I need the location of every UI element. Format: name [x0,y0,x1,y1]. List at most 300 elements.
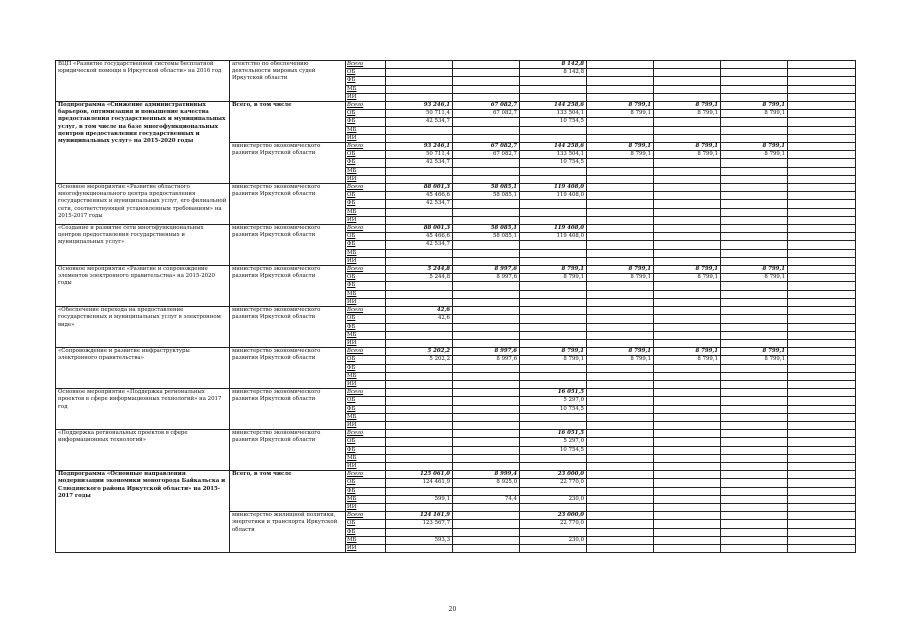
amount-cell [721,85,788,93]
funding-source-cell: ИИ [346,216,386,224]
amount-cell [386,85,453,93]
amount-cell [453,503,520,511]
amount-cell [654,233,721,241]
amount-cell [587,397,654,405]
amount-cell: 8 142,8 [520,69,587,77]
amount-cell [721,536,788,544]
amount-cell [788,520,856,528]
amount-cell [386,430,453,438]
amount-cell [654,364,721,372]
amount-cell: 8 799,1 [721,110,788,118]
amount-cell [721,487,788,495]
funding-source-cell: МБ [346,331,386,339]
funding-source-cell: Всего [346,430,386,438]
amount-cell [654,298,721,306]
amount-cell [721,175,788,183]
amount-cell [520,528,587,536]
amount-cell [721,192,788,200]
amount-cell [386,389,453,397]
table-row [56,184,856,192]
amount-cell [788,257,856,265]
program-name-cell: Подпрограмма «Основные направления модернизации экономики моногорода Байкальска и Слюдянского района Иркутской области» на 2015-2017 годы [56,471,230,553]
amount-cell: 93 246,1 [386,143,453,151]
amount-cell: 8 799,1 [721,143,788,151]
amount-cell [587,364,654,372]
amount-cell [721,454,788,462]
amount-cell [587,421,654,429]
amount-cell [386,249,453,257]
amount-cell [788,536,856,544]
amount-cell: 58 085,1 [453,225,520,233]
amount-cell [654,69,721,77]
funding-source-cell: Всего [346,184,386,192]
amount-cell [721,331,788,339]
amount-cell [453,364,520,372]
funding-source-cell: ИИ [346,257,386,265]
amount-cell: 119 408,0 [520,192,587,200]
amount-cell [453,438,520,446]
amount-cell [587,118,654,126]
amount-cell [654,512,721,520]
funding-source-cell: Всего [346,348,386,356]
amount-cell [587,544,654,552]
amount-cell: 42,6 [386,315,453,323]
amount-cell [788,462,856,470]
amount-cell [654,471,721,479]
amount-cell [587,487,654,495]
amount-cell: 10 754,5 [520,118,587,126]
amount-cell [721,298,788,306]
amount-cell [587,471,654,479]
amount-cell [587,159,654,167]
funding-source-cell: ОБ [346,438,386,446]
amount-cell [788,274,856,282]
amount-cell [453,257,520,265]
amount-cell [520,167,587,175]
amount-cell [453,93,520,101]
amount-cell [386,446,453,454]
amount-cell [453,208,520,216]
amount-cell [587,282,654,290]
amount-cell [721,134,788,142]
amount-cell [520,249,587,257]
funding-source-cell: ИИ [346,93,386,101]
amount-cell [654,544,721,552]
amount-cell: 67 082,7 [453,151,520,159]
amount-cell [453,134,520,142]
amount-cell [788,348,856,356]
amount-cell [721,184,788,192]
amount-cell [386,339,453,347]
funding-source-cell: ИИ [346,421,386,429]
funding-source-cell: МБ [346,126,386,134]
amount-cell: 42,6 [386,307,453,315]
amount-cell [386,257,453,265]
amount-cell [788,421,856,429]
amount-cell [386,397,453,405]
funding-source-cell: ОБ [346,274,386,282]
amount-cell [587,233,654,241]
amount-cell [386,323,453,331]
amount-cell [453,167,520,175]
amount-cell [386,61,453,69]
amount-cell [453,159,520,167]
amount-cell: 50 711,4 [386,110,453,118]
amount-cell [654,479,721,487]
funding-source-cell: ФБ [346,405,386,413]
funding-source-cell: ФБ [346,446,386,454]
amount-cell [453,446,520,454]
amount-cell [453,372,520,380]
amount-cell [788,290,856,298]
funding-source-cell: МБ [346,372,386,380]
amount-cell [721,421,788,429]
amount-cell [788,143,856,151]
amount-cell: 8 799,1 [654,348,721,356]
amount-cell: 144 258,6 [520,102,587,110]
amount-cell [587,536,654,544]
amount-cell: 8 799,1 [520,356,587,364]
amount-cell [520,134,587,142]
amount-cell [520,323,587,331]
amount-cell [654,446,721,454]
amount-cell [587,298,654,306]
amount-cell [453,61,520,69]
funding-source-cell: ФБ [346,487,386,495]
amount-cell [654,216,721,224]
amount-cell [654,175,721,183]
amount-cell [654,503,721,511]
amount-cell [453,512,520,520]
amount-cell: 124 461,9 [386,479,453,487]
amount-cell: 8 142,8 [520,61,587,69]
amount-cell [788,438,856,446]
amount-cell [654,495,721,503]
amount-cell [587,430,654,438]
funding-source-cell: МБ [346,167,386,175]
funding-source-cell: ФБ [346,323,386,331]
amount-cell: 67 082,7 [453,110,520,118]
program-name-cell: Основное мероприятие «Поддержка региональных проектов в сфере информационных технологий» на 2017 год [56,389,230,430]
amount-cell [520,421,587,429]
amount-cell [654,438,721,446]
amount-cell [453,307,520,315]
amount-cell: 8 799,1 [520,266,587,274]
table-row [56,225,856,233]
amount-cell [654,339,721,347]
amount-cell: 58 085,1 [453,192,520,200]
amount-cell [654,118,721,126]
amount-cell [386,421,453,429]
amount-cell [520,307,587,315]
amount-cell: 8 799,1 [587,143,654,151]
amount-cell [587,462,654,470]
amount-cell [721,249,788,257]
funding-source-cell: ИИ [346,462,386,470]
amount-cell [453,69,520,77]
amount-cell [721,520,788,528]
amount-cell [721,528,788,536]
amount-cell: 124 161,9 [386,512,453,520]
funding-source-cell: ФБ [346,118,386,126]
amount-cell: 8 799,1 [654,274,721,282]
funding-source-cell: ОБ [346,110,386,118]
amount-cell [654,413,721,421]
amount-cell: 8 799,1 [654,110,721,118]
amount-cell: 67 082,7 [453,102,520,110]
amount-cell [386,405,453,413]
amount-cell: 58 085,1 [453,233,520,241]
amount-cell [520,77,587,85]
amount-cell: 50 711,4 [386,151,453,159]
amount-cell: 16 051,5 [520,430,587,438]
table-row [56,471,856,479]
amount-cell [788,126,856,134]
amount-cell [587,225,654,233]
program-name-cell: Основное мероприятие «Развитие областного многофункционального центра предоставления государственных и муниципальных услуг, его филиальной сети, соответствующей установленным требованиям» на 2015-2017 годы [56,184,230,225]
amount-cell [520,454,587,462]
amount-cell [721,372,788,380]
amount-cell [788,512,856,520]
executor-cell: министерство экономического развития Иркутской области [230,184,346,225]
amount-cell [654,331,721,339]
amount-cell [587,61,654,69]
program-name-cell: «Поддержка региональных проектов в сфере информационных технологий» [56,430,230,471]
amount-cell [587,339,654,347]
amount-cell [453,536,520,544]
funding-source-cell: ИИ [346,544,386,552]
amount-cell [453,405,520,413]
amount-cell [788,77,856,85]
amount-cell [654,315,721,323]
amount-cell [721,413,788,421]
amount-cell: 8 799,1 [587,151,654,159]
executor-cell: министерство экономического развития Иркутской области [230,348,346,389]
amount-cell: 22 770,0 [520,520,587,528]
amount-cell [587,290,654,298]
amount-cell [587,413,654,421]
amount-cell [453,249,520,257]
amount-cell [721,290,788,298]
amount-cell [654,77,721,85]
amount-cell [520,315,587,323]
amount-cell [587,249,654,257]
amount-cell [587,495,654,503]
amount-cell [453,487,520,495]
amount-cell [721,200,788,208]
amount-cell [587,331,654,339]
amount-cell [721,126,788,134]
amount-cell [453,282,520,290]
amount-cell [721,307,788,315]
amount-cell [788,454,856,462]
amount-cell [721,167,788,175]
program-name-cell: «Обеспечение перехода на предоставление государственных и муниципальных услуг в электронном виде» [56,307,230,348]
amount-cell [386,503,453,511]
amount-cell [386,372,453,380]
funding-source-cell: ФБ [346,77,386,85]
amount-cell [654,405,721,413]
amount-cell [386,77,453,85]
amount-cell [520,462,587,470]
amount-cell: 5 297,0 [520,438,587,446]
amount-cell [654,307,721,315]
amount-cell [721,397,788,405]
amount-cell [788,118,856,126]
executor-cell: министерство экономического развития Иркутской области [230,430,346,471]
amount-cell [386,528,453,536]
amount-cell: 8 799,1 [721,274,788,282]
amount-cell: 5 244,8 [386,266,453,274]
amount-cell: 8 799,1 [654,356,721,364]
funding-source-cell: ФБ [346,159,386,167]
funding-source-cell: Всего [346,225,386,233]
funding-source-cell: Всего [346,266,386,274]
amount-cell [654,430,721,438]
amount-cell [788,315,856,323]
executor-cell: Всего, в том числе [230,471,346,512]
amount-cell: 8 799,1 [721,102,788,110]
amount-cell [587,503,654,511]
amount-cell [654,159,721,167]
amount-cell [788,495,856,503]
amount-cell: 230,0 [520,495,587,503]
amount-cell [788,380,856,388]
amount-cell [788,110,856,118]
funding-source-cell: ОБ [346,356,386,364]
funding-source-cell: Всего [346,143,386,151]
amount-cell [654,380,721,388]
amount-cell [587,77,654,85]
amount-cell: 88 001,3 [386,225,453,233]
amount-cell [721,315,788,323]
amount-cell [654,93,721,101]
amount-cell [788,413,856,421]
amount-cell [788,61,856,69]
table-row [56,389,856,397]
amount-cell [587,323,654,331]
executor-cell: Всего, в том числе [230,102,346,143]
amount-cell [788,241,856,249]
amount-cell: 16 051,5 [520,389,587,397]
amount-cell [721,118,788,126]
amount-cell: 125 061,0 [386,471,453,479]
amount-cell [788,249,856,257]
program-name-cell: Подпрограмма «Снижение административных барьеров, оптимизация и повышение качества предоставления государственных и муниципальных услуг, в том числе на базе многофункциональных центров предоставления государственных и муниципальных услуг» на 2015-2020 годы [56,102,230,184]
funding-source-cell: Всего [346,102,386,110]
amount-cell [520,200,587,208]
amount-cell [587,208,654,216]
amount-cell [721,257,788,265]
amount-cell [453,413,520,421]
amount-cell [788,331,856,339]
executor-cell: министерство жилищной политики, энергетики и транспорта Иркутской области [230,512,346,553]
amount-cell: 8 997,6 [453,348,520,356]
amount-cell: 67 082,7 [453,143,520,151]
amount-cell [386,175,453,183]
amount-cell [587,241,654,249]
amount-cell [386,413,453,421]
funding-source-cell: ФБ [346,241,386,249]
amount-cell [788,397,856,405]
amount-cell [587,512,654,520]
executor-cell: министерство экономического развития Иркутской области [230,225,346,266]
funding-source-cell: МБ [346,536,386,544]
amount-cell: 8 799,1 [587,102,654,110]
funding-source-cell: МБ [346,413,386,421]
amount-cell [520,364,587,372]
funding-source-cell: Всего [346,512,386,520]
amount-cell: 8 997,6 [453,356,520,364]
amount-cell [453,430,520,438]
amount-cell [721,446,788,454]
amount-cell [788,372,856,380]
amount-cell: 8 799,1 [721,356,788,364]
budget-table [55,60,856,553]
amount-cell [386,487,453,495]
amount-cell [520,544,587,552]
amount-cell [453,421,520,429]
amount-cell [587,257,654,265]
executor-cell: министерство экономического развития Иркутской области [230,389,346,430]
amount-cell: 119 408,0 [520,233,587,241]
amount-cell [386,290,453,298]
amount-cell [587,134,654,142]
amount-cell [386,364,453,372]
amount-cell [788,225,856,233]
amount-cell [587,405,654,413]
amount-cell: 119 408,0 [520,225,587,233]
amount-cell [788,184,856,192]
amount-cell [721,544,788,552]
amount-cell: 58 085,1 [453,184,520,192]
funding-source-cell: МБ [346,249,386,257]
amount-cell [587,438,654,446]
amount-cell [587,192,654,200]
amount-cell [788,151,856,159]
funding-source-cell: ФБ [346,364,386,372]
amount-cell: 8 799,1 [721,151,788,159]
amount-cell [386,438,453,446]
program-name-cell: Основное мероприятие «Развитие и сопровождение элементов электронного правительства» на 2015-2020 годы [56,266,230,307]
amount-cell [453,528,520,536]
amount-cell [453,241,520,249]
funding-source-cell: ИИ [346,503,386,511]
amount-cell [453,175,520,183]
amount-cell [788,167,856,175]
amount-cell [654,290,721,298]
amount-cell [788,200,856,208]
amount-cell: 593,3 [386,536,453,544]
funding-source-cell: МБ [346,208,386,216]
amount-cell [587,372,654,380]
amount-cell [654,282,721,290]
amount-cell [788,446,856,454]
funding-source-cell: МБ [346,85,386,93]
executor-cell: министерство экономического развития Иркутской области [230,143,346,184]
amount-cell [453,331,520,339]
funding-source-cell: Всего [346,471,386,479]
amount-cell [386,380,453,388]
amount-cell [453,290,520,298]
amount-cell [721,405,788,413]
amount-cell [721,438,788,446]
amount-cell: 42 534,7 [386,200,453,208]
amount-cell [453,315,520,323]
amount-cell: 42 534,7 [386,241,453,249]
amount-cell: 5 202,2 [386,356,453,364]
amount-cell: 8 925,0 [453,479,520,487]
